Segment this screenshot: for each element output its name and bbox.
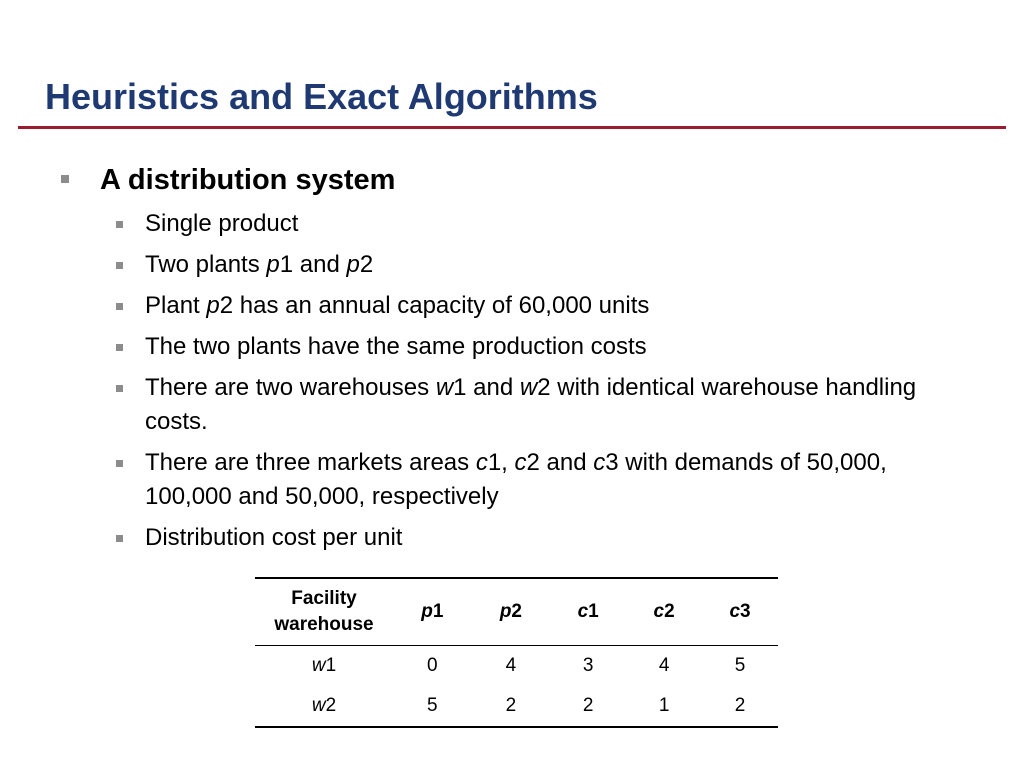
row-header bbox=[255, 646, 393, 687]
sub-bullet-text bbox=[145, 521, 955, 555]
var-index: 2 bbox=[511, 601, 522, 622]
var-index: 1 bbox=[588, 601, 599, 622]
var-index: 1 bbox=[325, 655, 337, 676]
variable-letter: c bbox=[593, 449, 606, 476]
var-letter: w bbox=[311, 655, 326, 676]
text-segment: 2 and bbox=[526, 449, 594, 476]
table-cell: 0 bbox=[427, 655, 438, 676]
sub-bullet-list bbox=[116, 207, 956, 562]
column-header bbox=[472, 578, 551, 646]
text-segment: Two plants bbox=[145, 251, 267, 278]
square-bullet-icon bbox=[116, 262, 123, 269]
sub-bullet-text bbox=[145, 330, 955, 364]
sub-bullet-text bbox=[145, 248, 955, 282]
variable-letter: p bbox=[346, 251, 360, 278]
sub-bullet-text bbox=[145, 289, 955, 323]
sub-bullet-item bbox=[116, 207, 956, 241]
table-cell: 2 bbox=[582, 695, 594, 716]
table-cell: 5 bbox=[734, 655, 746, 676]
variable-letter: w bbox=[435, 374, 454, 401]
text-segment: 1 and bbox=[279, 251, 347, 278]
table-corner-header bbox=[255, 578, 393, 646]
corner-line-2: warehouse bbox=[274, 614, 374, 635]
table-cell: 2 bbox=[734, 695, 746, 716]
var-letter: w bbox=[311, 695, 326, 716]
title-divider bbox=[18, 126, 1006, 129]
text-segment: There are three markets areas bbox=[145, 449, 476, 476]
table-header-row bbox=[255, 578, 778, 646]
variable-letter: p bbox=[266, 251, 280, 278]
var-index: 3 bbox=[740, 601, 751, 622]
var-letter: c bbox=[577, 601, 589, 622]
sub-bullet-item bbox=[116, 289, 956, 323]
distribution-cost-table bbox=[255, 577, 778, 728]
text-segment: 1 and bbox=[453, 374, 520, 401]
sub-bullet-text bbox=[145, 446, 955, 514]
main-bullet bbox=[61, 162, 961, 198]
corner-line-1: Facility bbox=[291, 588, 357, 609]
square-bullet-icon bbox=[116, 535, 123, 542]
text-segment: 1, bbox=[487, 449, 515, 476]
sub-bullet-text bbox=[145, 371, 955, 439]
text-segment: Plant bbox=[145, 292, 207, 319]
table-row bbox=[255, 686, 778, 727]
sub-bullet-item bbox=[116, 446, 956, 514]
sub-bullet-item bbox=[116, 521, 956, 555]
slide-title: Heuristics and Exact Algorithms bbox=[45, 76, 598, 117]
column-header bbox=[393, 578, 472, 646]
text-segment: Distribution cost per unit bbox=[145, 524, 403, 551]
variable-letter: p bbox=[206, 292, 220, 319]
var-index: 2 bbox=[664, 601, 675, 622]
variable-letter: c bbox=[475, 449, 488, 476]
variable-letter: w bbox=[519, 374, 538, 401]
square-bullet-icon bbox=[116, 221, 123, 228]
table-cell: 4 bbox=[658, 655, 670, 676]
table-cell: 1 bbox=[658, 695, 670, 716]
var-letter: p bbox=[421, 601, 433, 622]
sub-bullet-text bbox=[145, 207, 955, 241]
row-header bbox=[255, 686, 393, 727]
var-letter: p bbox=[499, 601, 512, 622]
square-bullet-icon bbox=[116, 303, 123, 310]
table-row bbox=[255, 646, 778, 687]
text-segment: 2 has an annual capacity of 60,000 units bbox=[219, 292, 650, 319]
text-segment: 3 with demands of 50,000, 100,000 and 50,000, respectively bbox=[145, 449, 887, 510]
variable-letter: c bbox=[514, 449, 527, 476]
table-cell: 5 bbox=[427, 695, 438, 716]
var-letter: c bbox=[729, 601, 741, 622]
var-index: 2 bbox=[325, 695, 337, 716]
column-header bbox=[626, 578, 702, 646]
main-bullet-text: A distribution system bbox=[100, 164, 396, 196]
square-bullet-icon bbox=[116, 385, 123, 392]
column-header bbox=[550, 578, 626, 646]
text-segment: The two plants have the same production costs bbox=[145, 333, 647, 360]
sub-bullet-item bbox=[116, 371, 956, 439]
square-bullet-icon bbox=[116, 344, 123, 351]
text-segment: Single product bbox=[145, 210, 299, 237]
table-cell: 4 bbox=[505, 655, 517, 676]
sub-bullet-item bbox=[116, 248, 956, 282]
text-segment: 2 with identical warehouse handling costs. bbox=[145, 374, 917, 435]
square-bullet-icon bbox=[116, 460, 123, 467]
table-cell: 2 bbox=[505, 695, 517, 716]
sub-bullet-item bbox=[116, 330, 956, 364]
table-body bbox=[255, 646, 778, 728]
column-header bbox=[702, 578, 778, 646]
var-index: 1 bbox=[432, 601, 444, 622]
table-cell: 3 bbox=[582, 655, 594, 676]
text-segment: 2 bbox=[359, 251, 374, 278]
var-letter: c bbox=[653, 601, 665, 622]
square-bullet-icon bbox=[61, 175, 69, 183]
text-segment: There are two warehouses bbox=[145, 374, 436, 401]
